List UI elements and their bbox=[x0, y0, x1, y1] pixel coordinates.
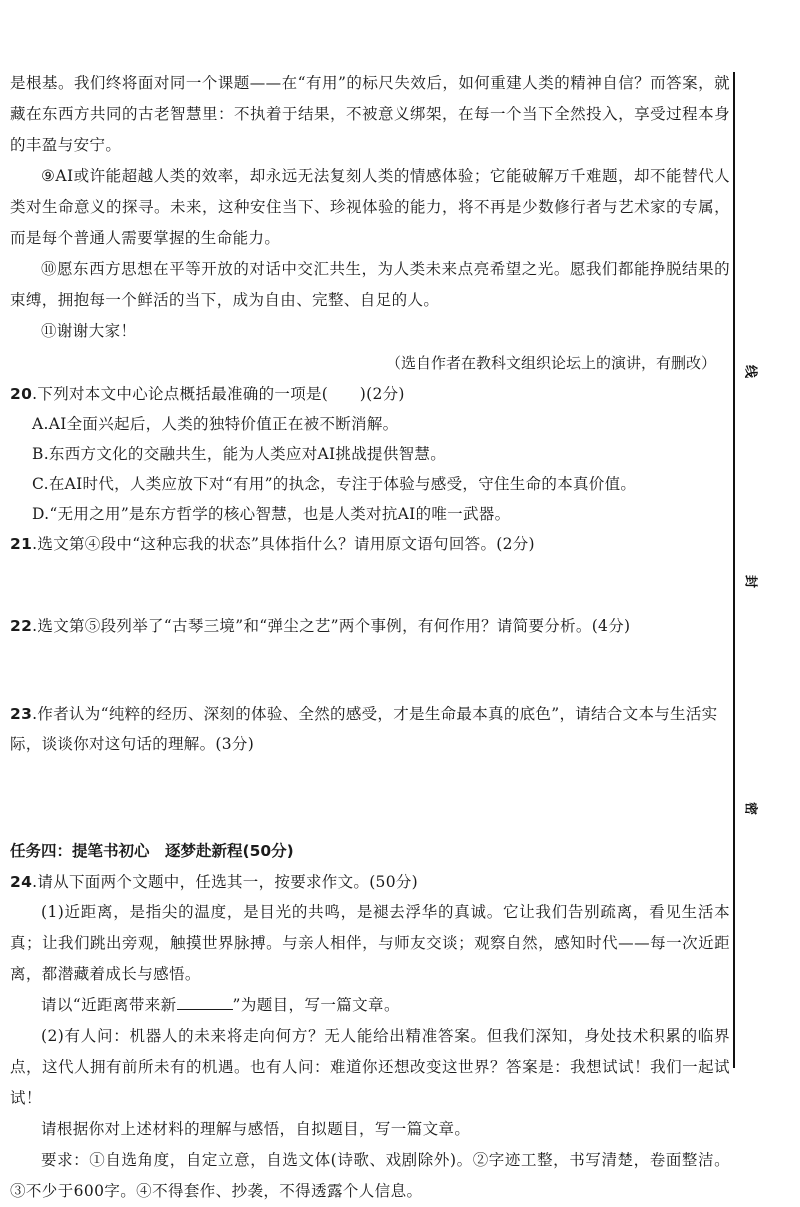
requirement-pre: 请以“近距离带来新 bbox=[41, 996, 177, 1014]
question-stem: .请从下面两个文题中，任选其一，按要求作文。(50分) bbox=[32, 873, 419, 891]
essay-prompt-1: (1)近距离，是指尖的温度，是目光的共鸣，是褪去浮华的真诚。它让我们告别疏离，看见生活本真；让我们跳出旁观，触摸世界脉搏。与亲人相伴，与师友交谈；观察自然，感知时代——每一次近距离，都潜藏着成长与感悟。 bbox=[10, 903, 730, 983]
task4-title: 任务四：提笔书初心 逐梦赴新程(50分) bbox=[10, 842, 294, 860]
requirement-post: ”为题目，写一篇文章。 bbox=[232, 996, 400, 1014]
essay-requirements: 要求：①自选角度，自定立意，自选文体(诗歌、戏剧除外)。②字迹工整，书写清楚，卷面整洁。③不少于600字。④不得套作、抄袭，不得透露个人信息。 bbox=[10, 1151, 730, 1200]
passage-paragraph-11: ⑪谢谢大家！ bbox=[41, 322, 137, 340]
passage-source: （选自作者在教科文组织论坛上的演讲，有删改） bbox=[385, 354, 716, 372]
title-blank[interactable] bbox=[177, 995, 233, 1010]
essay-prompt-2: (2)有人问：机器人的未来将走向何方？无人能给出精准答案。但我们深知，身处技术积累的临界点，这代人拥有前所未有的机遇。也有人问：难道你还想改变这世界？答案是：我想试试！我们一起试试！ bbox=[10, 1027, 730, 1107]
question-stem: .作者认为“纯粹的经历、深刻的体验、全然的感受，才是生命最本真的底色”，请结合文本与生活实际，谈谈你对这句话的理解。(3分) bbox=[10, 705, 718, 753]
question-number: 20 bbox=[10, 385, 33, 403]
passage-paragraph-10: ⑩愿东西方思想在平等开放的对话中交汇共生，为人类未来点亮希望之光。愿我们都能挣脱结果的束缚，拥抱每一个鲜活的当下，成为自由、完整、自足的人。 bbox=[10, 260, 730, 309]
question-22 bbox=[10, 611, 730, 641]
answer-space[interactable] bbox=[10, 759, 730, 835]
question-23 bbox=[10, 699, 730, 759]
question-stem: .选文第⑤段列举了“古琴三境”和“弹尘之艺”两个事例，有何作用？请简要分析。(4分) bbox=[32, 617, 631, 635]
binding-line bbox=[733, 72, 767, 1068]
passage-paragraph-continued: 是根基。我们终将面对同一个课题——在“有用”的标尺失效后，如何重建人类的精神自信？而答案，就藏在东西方共同的古老智慧里：不执着于结果，不被意义绑架，在每一个当下全然投入，享受过程本身的丰盈与安宁。 bbox=[10, 74, 730, 154]
question-20 bbox=[10, 379, 730, 409]
answer-space[interactable] bbox=[10, 559, 730, 611]
option-a[interactable]: A.AI全面兴起后，人类的独特价值正在被不断消解。 bbox=[32, 415, 399, 433]
essay-prompt-2-requirement: 请根据你对上述材料的理解与感悟，自拟题目，写一篇文章。 bbox=[41, 1120, 471, 1138]
binding-mark-feng: 封 bbox=[742, 574, 758, 588]
question-stem: .选文第④段中“这种忘我的状态”具体指什么？请用原文语句回答。(2分) bbox=[32, 535, 535, 553]
page-content bbox=[10, 68, 730, 1207]
question-stem: .下列对本文中心论点概括最准确的一项是( )(2分) bbox=[32, 385, 405, 403]
question-21 bbox=[10, 529, 730, 559]
question-24 bbox=[10, 867, 730, 897]
essay-prompt-1-requirement bbox=[10, 990, 730, 1021]
question-number: 21 bbox=[10, 535, 33, 553]
question-number: 24 bbox=[10, 873, 33, 891]
question-number: 22 bbox=[10, 617, 33, 635]
option-d[interactable]: D.“无用之用”是东方哲学的核心智慧，也是人类对抗AI的唯一武器。 bbox=[32, 505, 511, 523]
binding-mark-mi: 密 bbox=[742, 801, 758, 815]
binding-mark-xian: 线 bbox=[742, 364, 758, 378]
question-number: 23 bbox=[10, 705, 33, 723]
option-b[interactable]: B.东西方文化的交融共生，能为人类应对AI挑战提供智慧。 bbox=[32, 445, 447, 463]
passage-paragraph-9: ⑨AI或许能超越人类的效率，却永远无法复刻人类的情感体验；它能破解万千难题，却不能替代人类对生命意义的探寻。未来，这种安住当下、珍视体验的能力，将不再是少数修行者与艺术家的专属，而是每个普通人需要掌握的生命能力。 bbox=[10, 167, 730, 247]
answer-space[interactable] bbox=[10, 641, 730, 699]
option-c[interactable]: C.在AI时代，人类应放下对“有用”的执念，专注于体验与感受，守住生命的本真价值。 bbox=[32, 475, 637, 493]
